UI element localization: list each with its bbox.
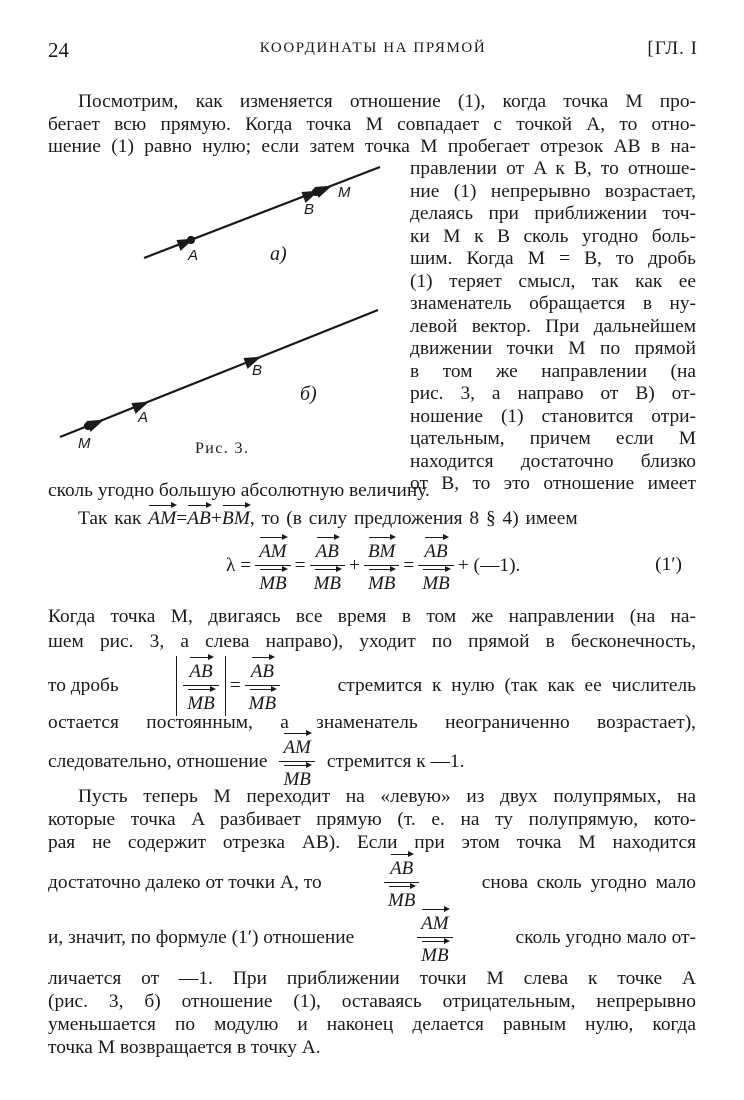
text-line: в том же направлении (на <box>410 360 696 382</box>
text-fragment: достаточно далеко от точки A, то <box>48 872 322 893</box>
denominator: MB <box>421 945 449 966</box>
arrow-b-fig-a <box>303 192 316 201</box>
equation-number: (1′) <box>655 554 682 575</box>
paragraph-1-wrap-column <box>410 158 696 496</box>
text-line-with-fraction <box>48 855 696 911</box>
numerator: AB <box>424 541 448 562</box>
label-m-fig-b: M <box>78 435 91 452</box>
label-a-fig-b: A <box>138 409 149 426</box>
text-line: личается от —1. При приближении точки M слева к точке A <box>48 968 696 989</box>
numerator: AM <box>259 541 287 562</box>
absolute-value-expression <box>176 656 280 716</box>
fraction <box>245 656 280 716</box>
vector-bm: BM <box>221 508 250 529</box>
label-a-fig-a: A <box>188 247 199 264</box>
numerator: AB <box>189 661 213 682</box>
text-fragment: сколь угодно мало от- <box>515 927 696 948</box>
text-line-with-fraction <box>48 910 696 966</box>
chapter-marker: [ГЛ. I <box>647 38 698 59</box>
text-fragment: снова сколь угодно мало <box>481 872 696 893</box>
fraction <box>310 536 345 596</box>
tag-fig-b: б) <box>300 383 317 405</box>
figure-caption: Рис. 3. <box>195 440 250 457</box>
text-line: шение (1) равно нулю; если затем точка M пробегает отрезок AB в на- <box>48 136 696 157</box>
plus-sign: + <box>349 555 360 576</box>
lambda-symbol: λ = <box>226 555 252 576</box>
paragraph-1-intro <box>48 91 696 159</box>
text-line: от B, то это отношение имеет <box>410 473 696 494</box>
page-header <box>48 38 698 68</box>
fraction <box>418 536 453 596</box>
equation-body <box>226 538 520 594</box>
text-fragment: стремится к нулю (так как ее числитель <box>337 675 696 696</box>
denominator: MB <box>387 890 416 911</box>
paragraph-2 <box>48 508 696 531</box>
text-line: (1) теряет смысл, так как ее <box>410 270 696 292</box>
label-m-fig-a: M <box>338 184 351 201</box>
denominator: MB <box>283 769 311 790</box>
text-line: левой вектор. При дальнейшем <box>410 315 696 337</box>
text-line: Когда точка M, двигаясь все время в том же направлении (на на- <box>48 606 696 627</box>
text-line: ки M к B сколь угодно боль- <box>410 225 696 247</box>
fraction <box>364 536 399 596</box>
text-line: уменьшается по модулю и наконец делается равным нулю, когда <box>48 1014 696 1035</box>
running-title: КООРДИНАТЫ НА ПРЯМОЙ <box>259 40 487 56</box>
fraction <box>384 853 419 913</box>
text-line: ние (1) непрерывно возрастает, <box>410 180 696 202</box>
text-line-with-fraction <box>48 658 696 714</box>
denominator: MB <box>248 693 277 714</box>
text-line: точка M возвращается в точку A. <box>48 1037 321 1058</box>
fraction <box>417 908 452 968</box>
text-fragment: Так как <box>78 508 142 529</box>
text-line: Посмотрим, как изменяется отношение (1), когда точка M про- <box>78 91 696 112</box>
text-line: находится достаточно близко <box>410 450 696 472</box>
equals-sign: = <box>294 555 306 576</box>
text-line: правлении от A к B, то отноше- <box>410 158 696 179</box>
paragraph-1-closing <box>48 480 696 503</box>
numerator: AB <box>315 541 339 562</box>
text-line: движении точки M по прямой <box>410 338 696 359</box>
text-line: шим. Когда M = B, то дробь <box>410 248 696 269</box>
text-fragment: и, значит, по формуле (1′) отношение <box>48 927 355 948</box>
equals-sign: = <box>176 508 188 529</box>
text-line: знаменатель обращается в ну- <box>410 293 696 314</box>
page-number: 24 <box>48 38 69 62</box>
denominator: MB <box>259 573 287 594</box>
text-fragment: , то (в силу предложения 8 § 4) имеем <box>249 508 578 529</box>
text-line: цательным, причем если M <box>410 428 696 449</box>
label-b-fig-b: B <box>252 362 263 379</box>
equation-1-prime <box>48 538 696 594</box>
text-line: делаясь при приближении точ- <box>410 203 696 224</box>
equals-sign: = <box>229 675 241 696</box>
numerator: AB <box>390 858 414 879</box>
text-line: остается постоянным, а знаменатель неограниченно возрастает), <box>48 712 696 733</box>
denominator: MB <box>313 573 341 594</box>
fraction <box>255 536 290 596</box>
equation-tail: + (—1). <box>457 555 521 576</box>
arrow-m-fig-b <box>88 421 101 430</box>
text-line: рая не содержит отрезка AB). Если при этом точка M находится <box>48 832 696 853</box>
numerator: AB <box>250 661 274 682</box>
text-line: которые точка A разбивает прямую (т. е. на ту полупрямую, кото- <box>48 809 696 830</box>
denominator: MB <box>187 693 215 714</box>
figure-3 <box>48 160 388 460</box>
arrow-m-fig-a <box>316 187 329 196</box>
text-line: бегает всю прямую. Когда точка M совпадает с точкой A, то отно- <box>48 113 696 135</box>
text-line: рис. 3, a направо от B) от- <box>410 383 696 404</box>
text-line: Пусть теперь M переходит на «левую» из двух полупрямых, на <box>78 786 696 807</box>
absolute-value <box>176 656 225 716</box>
text-fragment: следовательно, отношение <box>48 751 268 772</box>
numerator: BM <box>367 541 396 562</box>
fraction <box>279 732 314 792</box>
tag-fig-a: а) <box>270 243 287 265</box>
line-b <box>60 310 378 437</box>
vector-ab: AB <box>187 508 211 529</box>
label-b-fig-a: B <box>304 201 315 218</box>
text-line: ношение (1) становится отри- <box>410 405 696 427</box>
equals-sign: = <box>403 555 415 576</box>
figure-3-drawing <box>48 160 388 460</box>
numerator: AM <box>421 913 449 934</box>
text-line: (рис. 3, б) отношение (1), оставаясь отрицательным, непрерывно <box>48 991 696 1012</box>
plus-sign: + <box>210 508 222 529</box>
denominator: MB <box>422 573 450 594</box>
text-line: сколь угодно большую абсолютную величину. <box>48 480 430 501</box>
numerator: AM <box>283 737 311 758</box>
vector-am: AM <box>148 508 177 529</box>
text-fragment: стремится к —1. <box>326 751 465 772</box>
denominator: MB <box>367 573 396 594</box>
text-fragment: то дробь <box>48 675 119 696</box>
text-line: шем рис. 3, a слева направо), уходит по прямой в бесконечность, <box>48 631 696 652</box>
text-line <box>48 508 696 531</box>
text-line-with-fraction <box>48 734 696 790</box>
